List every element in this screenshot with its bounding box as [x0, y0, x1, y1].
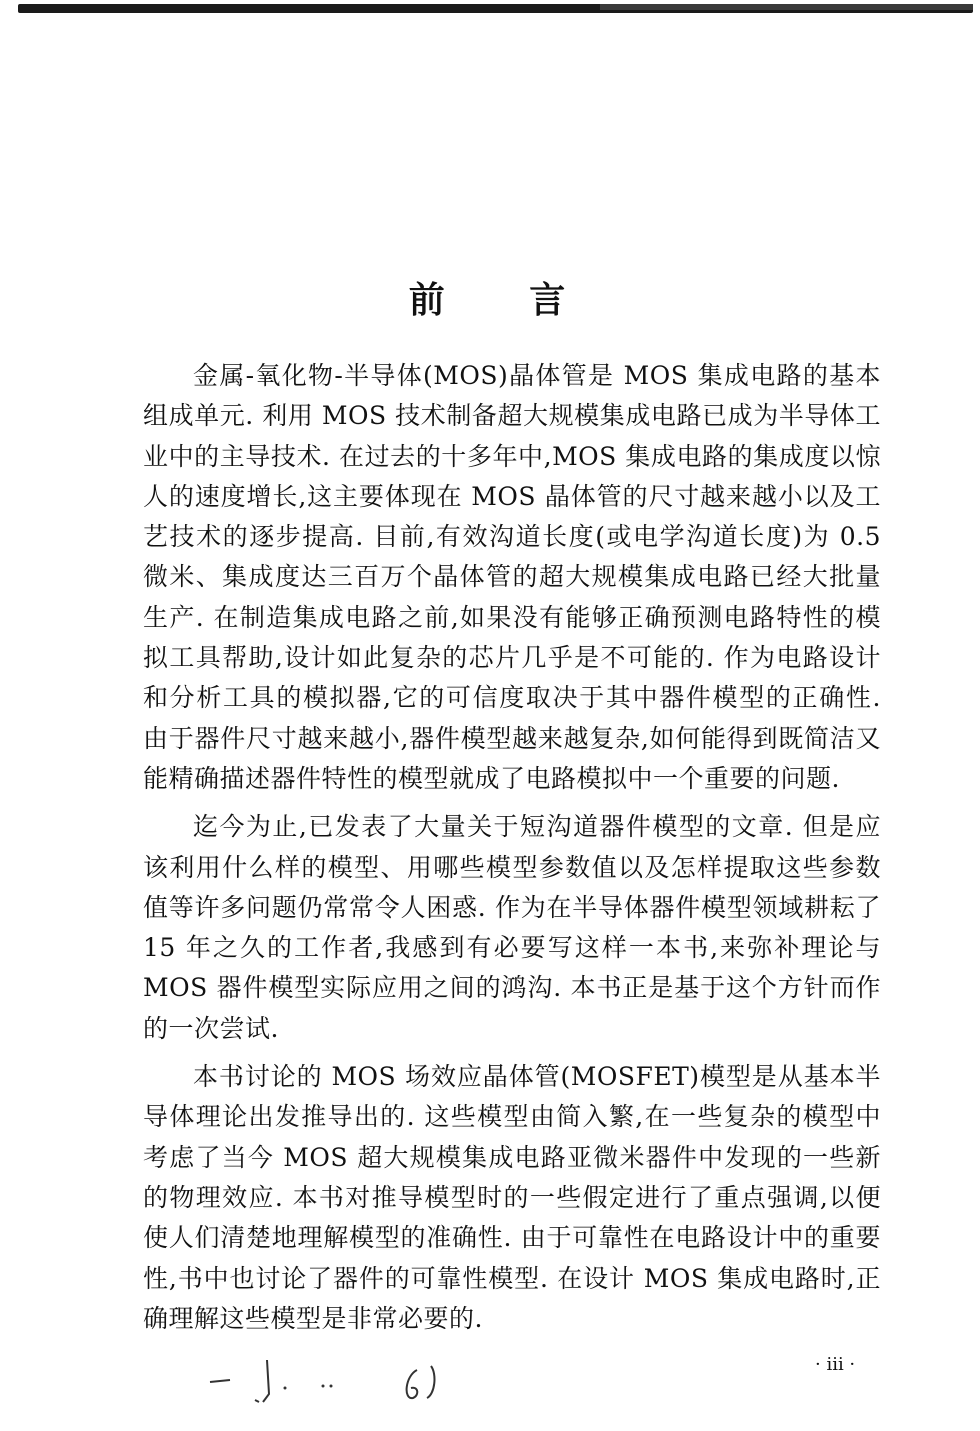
preface-body — [143, 356, 881, 1339]
page-title: 前 言 — [408, 279, 602, 321]
paragraph-1: 金属-氧化物-半导体(MOS)晶体管是 MOS 集成电路的基本组成单元. 利用 MOS 技术制备超大规模集成电路已成为半导体工业中的主导技术. 在过去的十多年中,MOS 集成电路的集成度以惊人的速度增长,这主要体现在 MOS 晶体管的尺寸越来越小以及工艺技术的逐步提高. 目前,有效沟道长度(或电学沟道长度)为 0.5 微米、集成度达三百万个晶体管的超大规模集成电路已经大批量生产. 在制造集成电路之前,如果没有能够正确预测电路特性的模拟工具帮助,设计如此复杂的芯片几乎是不可能的. 作为电路设计和分析工具的模拟器,它的可信度取决于其中器件模型的正确性. 由于器件尺寸越来越小,器件模型越来越复杂,如何能得到既简洁又能精确描述器件特性的模型就成了电路模拟中一个重要的问题. — [143, 361, 881, 793]
paragraph-2: 迄今为止,已发表了大量关于短沟道器件模型的文章. 但是应该利用什么样的模型、用哪些模型参数值以及怎样提取这些参数值等许多问题仍常常令人困惑. 作为在半导体器件模型领域耕耘了 15 年之久的工作者,我感到有必要写这样一本书,来弥补理论与 MOS 器件模型实际应用之间的鸿沟. 本书正是基于这个方针而作的一次尝试. — [143, 812, 881, 1043]
top-border-rule-segment — [600, 4, 973, 10]
paragraph-3: 本书讨论的 MOS 场效应晶体管(MOSFET)模型是从基本半导体理论出发推导出的. 这些模型由简入繁,在一些复杂的模型中考虑了当今 MOS 超大规模集成电路亚微米器件中发现的一些新的物理效应. 本书对推导模型时的一些假定进行了重点强调,以便使人们清楚地理解模型的准确性. 由于可靠性在电路设计中的重要性,书中也讨论了器件的可靠性模型. 在设计 MOS 集成电路时,正确理解这些模型是非常必要的. — [143, 1062, 881, 1333]
handwritten-mark — [205, 1352, 465, 1412]
page-number: · iii · — [815, 1354, 856, 1375]
